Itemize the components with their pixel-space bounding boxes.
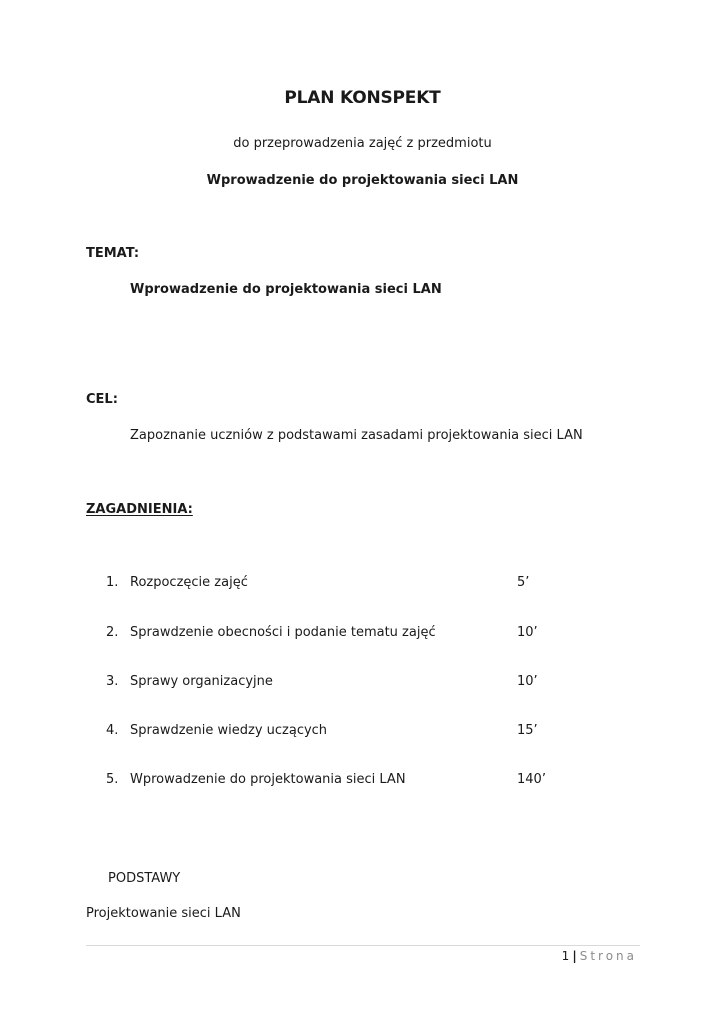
list-item-text: Wprowadzenie do projektowania sieci LAN xyxy=(130,772,406,787)
list-item-number: 4. xyxy=(106,723,119,738)
page-word: Strona xyxy=(579,949,637,963)
subject-name: Wprowadzenie do projektowania sieci LAN xyxy=(206,173,519,188)
list-item-time: 10’ xyxy=(517,625,538,640)
list-item-time: 5’ xyxy=(517,575,530,590)
list-item-text: Sprawdzenie wiedzy uczących xyxy=(130,723,328,738)
list-item-time: 140’ xyxy=(517,772,546,787)
temat-label: TEMAT: xyxy=(86,246,140,261)
list-item xyxy=(0,723,725,741)
document-subtitle: do przeprowadzenia zajęć z przedmiotu xyxy=(233,136,492,151)
list-item-time: 15’ xyxy=(517,723,538,738)
list-item-text: Sprawdzenie obecności i podanie tematu zajęć xyxy=(130,625,436,640)
footer-divider xyxy=(86,945,640,946)
list-item-number: 1. xyxy=(106,575,119,590)
list-item xyxy=(0,674,725,692)
page-number: 1 xyxy=(561,949,570,963)
page-footer xyxy=(562,949,637,963)
list-item-number: 2. xyxy=(106,625,119,640)
temat-value: Wprowadzenie do projektowania sieci LAN xyxy=(130,282,442,297)
list-item-number: 3. xyxy=(106,674,119,689)
cel-label: CEL: xyxy=(86,392,118,407)
list-item xyxy=(0,772,725,790)
list-item-number: 5. xyxy=(106,772,119,787)
document-title: PLAN KONSPEKT xyxy=(284,88,441,108)
zagadnienia-label: ZAGADNIENIA: xyxy=(86,502,193,517)
list-item xyxy=(0,625,725,643)
list-item-text: Rozpoczęcie zajęć xyxy=(130,575,248,590)
list-item xyxy=(0,575,725,593)
podstawy-label: PODSTAWY xyxy=(108,871,181,886)
footer-separator: | xyxy=(572,949,577,963)
podstawy-value: Projektowanie sieci LAN xyxy=(86,906,241,921)
cel-value: Zapoznanie uczniów z podstawami zasadami projektowania sieci LAN xyxy=(130,428,583,443)
list-item-time: 10’ xyxy=(517,674,538,689)
list-item-text: Sprawy organizacyjne xyxy=(130,674,273,689)
